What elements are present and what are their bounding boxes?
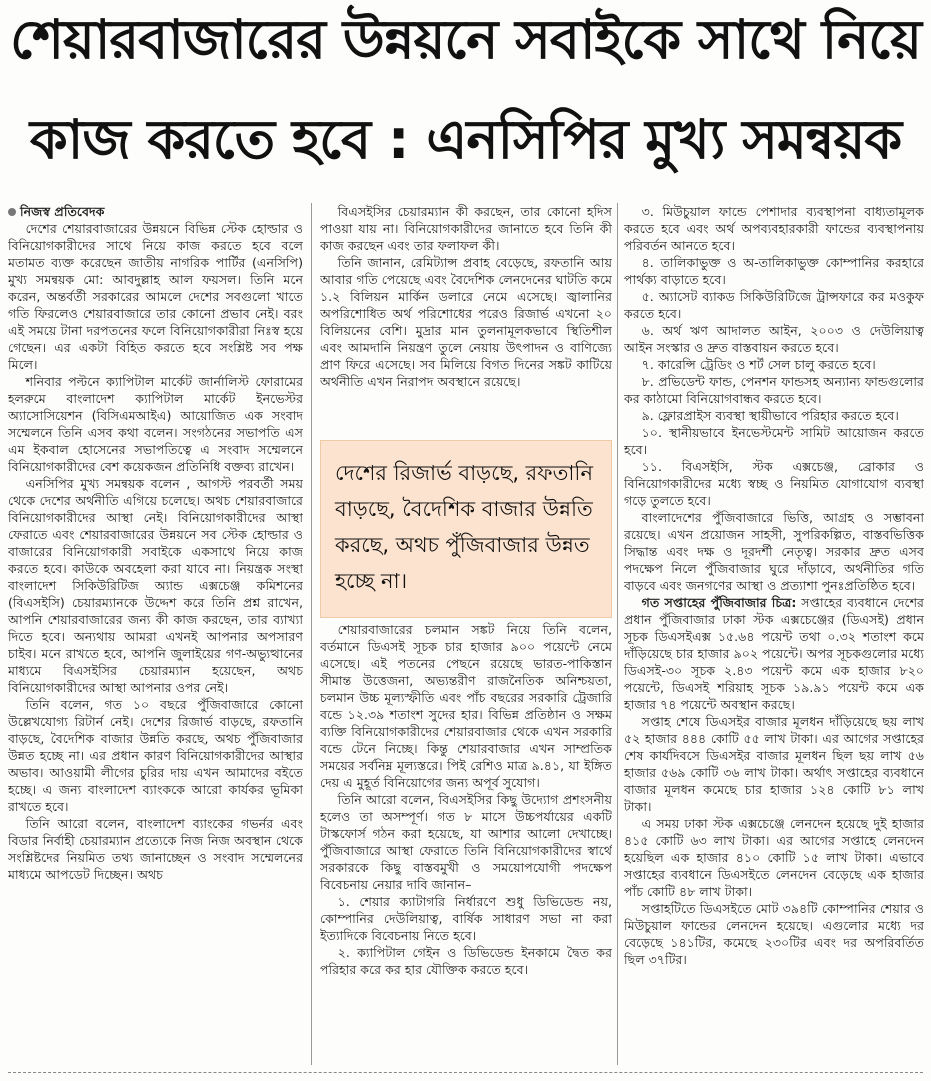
article-column-1 <box>8 203 303 1073</box>
pull-quote: দেশের রিজার্ভ বাড়ছে, রফতানি বাড়ছে, বৈদেশিক বাজার উন্নতি করছে, অথচ পুঁজিবাজার উন্নত হচ্ছে না। <box>320 440 612 618</box>
article-column-3 <box>624 203 924 1073</box>
paragraph: শনিবার পল্টনে ক্যাপিটাল মার্কেট জার্নালিস্ট ফোরামের হলরুমে বাংলাদেশ ক্যাপিটাল মার্কেট ইনভেস্টর অ্যাসোসিয়েশন (বিসিএমআইএ) আয়োজিত এক সংবাদ সম্মেলনে তিনি এসব কথা বলেন। সংগঠনের সভাপতি এস এম ইকবাল হোসেনের সভাপতিত্বে এ সংবাদ সম্মেলনে বিনিয়োগকারীদের বেশ কয়েকজন প্রতিনিধি বক্তব্য রাখেন। <box>8 374 303 474</box>
list-item: ৬. অর্থ ঋণ আদালত আইন, ২০০৩ ও দেউলিয়াত্ব আইন সংস্কার ও দ্রুত বাস্তবায়ন করতে হবে। <box>624 323 924 355</box>
list-item: ৭. কারেন্সি ট্রেডিং ও শর্ট সেল চালু করতে হবে। <box>641 357 876 372</box>
list-item: ৫. অ্যাসেট ব্যাকড সিকিউরিটিজে ট্রান্সফারে কর মওকুফ করতে হবে। <box>624 289 924 321</box>
list-item: ১১. বিএসইসি, স্টক এক্সচেঞ্জ, ব্রোকার ও বিনিয়োগকারীদের মধ্যে স্বচ্ছ ও নিয়মিত যোগাযোগ ব্যবস্থা গড়ে তুলতে হবে। <box>624 459 924 508</box>
bullet-icon <box>8 208 16 216</box>
list-item: ৮. প্রভিডেন্ট ফান্ড, পেনশন ফান্ডসহ অন্যান্য ফান্ডগুলোর কর কাঠামো বিনিয়োগবান্ধব করতে হবে। <box>624 374 924 406</box>
paragraph: সপ্তাহটিতে ডিএসইতে মোট ৩৯৪টি কোম্পানির শেয়ার ও মিউচুয়াল ফান্ডের লেনদেন হয়েছে। এগুলোর মধ্যে দর বেড়েছে ১৪১টির, কমেছে ২৩০টির এবং দর অপরিবর্তিত ছিল ৩৭টির। <box>624 901 924 967</box>
list-item: ১০. স্থানীয়ভাবে ইনভেস্টমেন্ট সামিট আয়োজন করতে হবে। <box>624 425 924 457</box>
column-divider <box>617 203 618 1065</box>
bottom-divider <box>8 1072 923 1073</box>
column-2-top <box>320 203 612 431</box>
paragraph: তিনি বলেন, গত ১০ বছরে পুঁজিবাজারে কোনো উল্লেখযোগ্য রিটার্ন নেই। দেশের রিজার্ভ বাড়ছে, রফতানি বাড়ছে, বৈদেশিক বাজার উন্নতি করছে, অথচ পুঁজিবাজার উন্নত হচ্ছে না। এর প্রধান কারণ বিনিয়োগকারীদের আস্থার অভাব। আওয়ামী লীগের চুরির দায় এখন আমাদের বইতে হচ্ছে। এ জন্য বাংলাদেশ ব্যাংককে আরো কার্যকর ভূমিকা রাখতে হবে। <box>8 697 303 814</box>
headline-line-2: কাজ করতে হবে : এনসিপির মুখ্য সমন্বয়ক <box>29 108 902 171</box>
list-item: ৯. ফ্লোরপ্রাইস ব্যবস্থা স্থায়ীভাবে পরিহার করতে হবে। <box>641 408 899 423</box>
section-subhead: গত সপ্তাহের পুঁজিবাজার চিত্র: <box>641 595 797 610</box>
paragraph: এ সময় ঢাকা স্টক এক্সচেঞ্জে লেনদেন হয়েছে দুই হাজার ৪১৫ কোটি ৬৩ লাখ টাকা। এর আগের সপ্তাহে লেনদেন হয়েছিল এক হাজার ৪১০ কোটি ১৫ লাখ টাকা। এভাবে সপ্তাহের ব্যবধানে ডিএসইতে লেনদেন বেড়েছে এক হাজার পাঁচ কোটি ৪৮ লাখ টাকা। <box>624 816 924 899</box>
headline-line-1: শেয়ারবাজারের উন্নয়নে সবাইকে সাথে নিয়ে <box>10 8 921 71</box>
paragraph: বিএসইসির চেয়ারম্যান কী করছেন, তার কোনো হদিস পাওয়া যায় না। বিনিয়োগকারীদের জানাতে হবে তিনি কী কাজ করছেন এবং তার ফলাফল কী। <box>320 204 612 253</box>
article-column-2 <box>320 203 612 1073</box>
paragraph: তিনি আরো বলেন, বাংলাদেশ ব্যাংকের গভর্নর এবং বিডার নির্বাহী চেয়ারম্যান প্রত্যেকে নিজ নিজ অবস্থান থেকে সংশ্লিষ্টদের নিয়মিত তথ্য জানাচ্ছেন ও সংবাদ সম্মেলনের মাধ্যমে আপডেট দিচ্ছেন। অথচ <box>8 816 303 882</box>
paragraph: দেশের শেয়ারবাজারের উন্নয়নে বিভিন্ন স্টেক হোল্ডার ও বিনিয়োগকারীদের সাথে নিয়ে কাজ করতে হবে বলে মতামত ব্যক্ত করেছেন জাতীয় নাগরিক পার্টির (এনসিপি) মুখ্য সমন্বয়ক মো: আবদুল্লাহ আল ফয়সল। তিনি মনে করেন, অন্তর্বর্তী সরকারের আমলে দেশের সবগুলো খাতে গতি ফিরলেও শেয়ারবাজারে তার কোনো প্রভাব নেই। বরং এই সময়ে টানা দরপতনের ফলে বিনিয়োগকারীরা নিঃস্ব হয়ে গেছেন। এর একটা বিহিত করতে হবে সংশ্লিষ্ট সব পক্ষ মিলে। <box>8 221 303 372</box>
paragraph: ২. ক্যাপিটাল গেইন ও ডিভিডেন্ড ইনকামে দ্বৈত কর পরিহার করে কর হার যৌক্তিক করতে হবে। <box>320 945 612 977</box>
paragraph: গত সপ্তাহের পুঁজিবাজার চিত্র: সপ্তাহের ব্যবধানে দেশের প্রধান পুঁজিবাজার ঢাকা স্টক এক্সচেঞ্জের (ডিএসই) প্রধান সূচক ডিএসইএক্স ১৫.৬৪ পয়েন্ট তথা ০.৩২ শতাংশ কমে দাঁড়িয়েছে চার হাজার ৯০২ পয়েন্টে। অপর সূচকগুলোর মধ্যে ডিএসই-৩০ সূচক ২.৪৩ পয়েন্ট কমে এক হাজার ৮২০ পয়েন্টে, ডিএসই শরিয়াহ সূচক ১৯.৯১ পয়েন্ট কমে এক হাজার ৭৪ পয়েন্টে অবস্থান করছে। <box>624 595 924 712</box>
paragraph: শেয়ারবাজারের চলমান সঙ্কট নিয়ে তিনি বলেন, বর্তমানে ডিএসই সূচক চার হাজার ৯০০ পয়েন্টে নেমে এসেছে। এই পতনের পেছনে রয়েছে ভারত-পাকিস্তান সীমান্ত উত্তেজনা, অভ্যন্তরীণ রাজনৈতিক অনিশ্চয়তা, চলমান উচ্চ মূল্যস্ফীতি এবং পাঁচ বছরের সরকারি ট্রেজারি বন্ডে ১২.৩৯ শতাংশ সুদের হার। বিভিন্ন প্রতিষ্ঠান ও সক্ষম ব্যক্তি বিনিয়োগকারীদের শেয়ারবাজার থেকে এখন সরকারি বন্ডে টেনে নিচ্ছে। কিন্তু শেয়ারবাজার এখন সাম্প্রতিক সময়ের সর্বনিম্ন মূল্যস্তরে। পিই রেশিও মাত্র ৯.৪১, যা ইঙ্গিত দেয় এ মুহূর্ত বিনিয়োগের জন্য অপূর্ব সুযোগ। <box>320 622 612 790</box>
paragraph: বাংলাদেশের পুঁজিবাজারে ভিত্তি, আগ্রহ ও সম্ভাবনা রয়েছে। এখন প্রয়োজন সাহসী, সুপরিকল্পিত, বাস্তবভিত্তিক সিদ্ধান্ত এবং দক্ষ ও দূরদর্শী নেতৃত্ব। সরকার দ্রুত এসব পদক্ষেপ নিলে পুঁজিবাজার ঘুরে দাঁড়াবে, অর্থনীতির গতি বাড়বে এবং জনগণের আস্থা ও প্রত্যাশা পুনঃপ্রতিষ্ঠিত হবে। <box>624 510 924 593</box>
list-item: ৩. মিউচুয়াল ফান্ডে পেশাদার ব্যবস্থাপনা বাধ্যতামূলক করতে হবে এবং অর্থ অপব্যবহারকারী ফান্ডের ব্যবস্থাপনায় পরিবর্তন আনতে হবে। <box>624 204 924 253</box>
paragraph: ১. শেয়ার ক্যাটাগরি নির্ধারণে শুধু ডিভিডেন্ড নয়, কোম্পানির দেউলিয়াত্ব, বার্ষিক সাধারণ সভা না করা ইত্যাদিকে বিবেচনায় নিতে হবে। <box>320 894 612 943</box>
paragraph: তিনি জানান, রেমিট্যান্স প্রবাহ বেড়েছে, রফতানি আয় আবার গতি পেয়েছে এবং বৈদেশিক লেনদেনের ঘাটতি কমে ১.২ বিলিয়ন মার্কিন ডলারে নেমে এসেছে। জ্বালানির অপরিশোধিত অর্থ পরিশোধের পরেও রিজার্ভ এখনো ২০ বিলিয়নের বেশি। মুদ্রার মান তুলনামূলকভাবে স্থিতিশীল এবং আমদানি নিয়ন্ত্রণ তুলে নেয়ায় উৎপাদন ও বাণিজ্যে প্রাণ ফিরে এসেছে। সব মিলিয়ে বিগত দিনের সঙ্কট কাটিয়ে অর্থনীতি এখন নিরাপদ অবস্থানে রয়েছে। <box>320 255 612 389</box>
paragraph: তিনি আরো বলেন, বিএসইসির কিছু উদ্যোগ প্রশংসনীয় হলেও তা অসম্পূর্ণ। গত ৮ মাসে উচ্চপর্যায়ের একটি টাস্কফোর্স গঠন করা হয়েছে, যা আশার আলো দেখাচ্ছে। পুঁজিবাজারে আস্থা ফেরাতে তিনি বিনিয়োগকারীদের স্বার্থে সরকারকে কিছু বাস্তবমুখী ও সময়োপযোগী পদক্ষেপ বিবেচনায় নেয়ার দাবি জানান– <box>320 792 612 892</box>
column-divider <box>311 203 312 1065</box>
list-item: ৪. তালিকাভুক্ত ও অ-তালিকাভুক্ত কোম্পানির করহারে পার্থক্য বাড়াতে হবে। <box>624 255 924 287</box>
byline: নিজস্ব প্রতিবেদক <box>8 203 303 220</box>
paragraph: সপ্তাহ শেষে ডিএসইর বাজার মূলধন দাঁড়িয়েছে ছয় লাখ ৫২ হাজার ৪৪৪ কোটি ৫৫ লাখ টাকা। এর আগের সপ্তাহের শেষ কার্যদিবসে ডিএসইর বাজার মূলধন ছিল ছয় লাখ ৫৬ হাজার ৫৬৯ কোটি ৩৬ লাখ টাকা। অর্থাৎ সপ্তাহের ব্যবধানে বাজার মূলধন কমেছে চার হাজার ১২৪ কোটি ৮১ লাখ টাকা। <box>624 714 924 814</box>
paragraph: এনসিপির মুখ্য সমন্বয়ক বলেন , আগস্ট পরবর্তী সময় থেকে দেশের অর্থনীতি এগিয়ে চলেছে। অথচ শেয়ারবাজারে বিনিয়োগকারীদের আস্থা নেই। বিনিয়োগকারীদের আস্থা ফেরাতে এবং শেয়ারবাজারের উন্নয়নে সব স্টেক হোল্ডার ও বাজারের বিনিয়োগকারী সবাইকে একসাথে নিয়ে কাজ করতে হবে। কাউকে অবহেলা করা যাবে না। নিয়ন্ত্রক সংস্থা বাংলাদেশ সিকিউরিটিজ অ্যান্ড এক্সচেঞ্জ কমিশনের (বিএসইসি) চেয়ারম্যানকে উদ্দেশ করে তিনি প্রশ্ন রাখেন, আপনি শেয়ারবাজারের জন্য কী কাজ করছেন, তার ব্যাখ্যা দিতে হবে। অন্যথায় আমরা এখনই আপনার অপসারণ চাইব। মনে রাখতে হবে, আপনি জুলাইয়ের গণ-অভ্যুত্থানের মাধ্যমে বিএসইসির চেয়ারম্যান হয়েছেন, অথচ বিনিয়োগকারীদের আস্থা আপনার ওপর নেই। <box>8 476 303 695</box>
